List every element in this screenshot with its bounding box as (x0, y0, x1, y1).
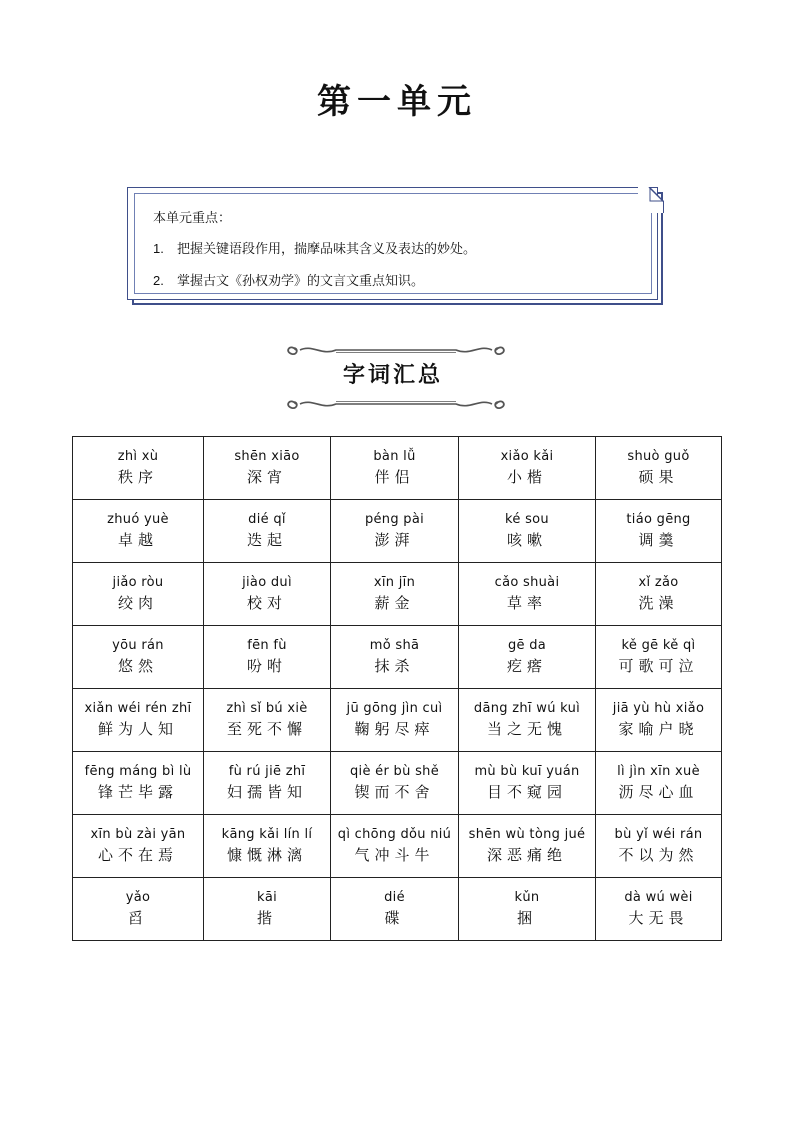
pinyin-text: jiào duì (242, 575, 292, 590)
hanzi-text: 深恶痛绝 (486, 846, 567, 864)
vocab-cell (331, 563, 459, 626)
hanzi-text: 大无畏 (628, 909, 689, 927)
vocab-cell (596, 500, 722, 563)
pinyin-text: kāng kǎi lín lí (221, 827, 313, 842)
corner-fold-icon (638, 187, 664, 213)
hanzi-text: 绞肉 (117, 594, 158, 612)
vocab-cell (73, 500, 204, 563)
hanzi-text: 锋芒毕露 (97, 783, 178, 801)
pinyin-text: zhì sǐ bú xiè (226, 701, 308, 716)
hanzi-text: 抹杀 (374, 657, 415, 675)
focus-item-number: 1. (153, 241, 164, 256)
hanzi-text: 沥尽心血 (618, 783, 699, 801)
hanzi-text: 当之无愧 (486, 720, 567, 738)
pinyin-text: dié qǐ (248, 512, 286, 527)
hanzi-text: 洗澡 (638, 594, 679, 612)
hanzi-text: 悠然 (117, 657, 158, 675)
vocab-cell (459, 563, 596, 626)
hanzi-text: 家喻户晓 (618, 720, 699, 738)
vocab-cell (331, 815, 459, 878)
pinyin-text: jiā yù hù xiǎo (612, 701, 705, 716)
pinyin-text: jiǎo ròu (112, 575, 164, 590)
vocab-cell (596, 689, 722, 752)
pinyin-text: jū gōng jìn cuì (346, 701, 443, 716)
hanzi-text: 可歌可泣 (618, 657, 699, 675)
pinyin-text: bù yǐ wéi rán (614, 827, 703, 842)
pinyin-text: xīn bù zài yān (90, 827, 186, 842)
table-row (73, 815, 722, 878)
pinyin-text: fù rú jiē zhī (228, 764, 306, 779)
pinyin-text: cǎo shuài (494, 575, 560, 590)
table-row (73, 878, 722, 941)
hanzi-text: 深宵 (246, 468, 287, 486)
hanzi-text: 气冲斗牛 (354, 846, 435, 864)
pinyin-text: tiáo gēng (626, 512, 691, 527)
hanzi-text: 不以为然 (618, 846, 699, 864)
hanzi-text: 硕果 (638, 468, 679, 486)
vocab-cell (204, 626, 331, 689)
vocab-cell (204, 500, 331, 563)
hanzi-text: 揩 (256, 909, 277, 927)
hanzi-text: 秩序 (117, 468, 158, 486)
table-row (73, 563, 722, 626)
vocab-cell (596, 437, 722, 500)
pinyin-text: ké sou (505, 512, 549, 527)
vocab-cell (331, 752, 459, 815)
vocab-cell (459, 626, 596, 689)
pinyin-text: fēng máng bì lù (84, 764, 192, 779)
hanzi-text: 慷慨淋漓 (226, 846, 307, 864)
vocab-cell (204, 689, 331, 752)
pinyin-text: kǔn (514, 890, 540, 905)
vocab-cell (204, 563, 331, 626)
pinyin-text: dà wú wèi (624, 890, 693, 905)
vocab-cell (331, 878, 459, 941)
page-title: 第一单元 (317, 82, 477, 122)
hanzi-text: 捆 (516, 909, 537, 927)
ornament-bottom-icon (286, 396, 506, 412)
pinyin-text: yōu rán (112, 638, 164, 653)
vocab-cell (596, 752, 722, 815)
hanzi-text: 草率 (506, 594, 547, 612)
focus-item (153, 270, 424, 289)
hanzi-text: 目不窥园 (486, 783, 567, 801)
pinyin-text: péng pài (364, 512, 425, 527)
hanzi-text: 小楷 (506, 468, 547, 486)
pinyin-text: xiǎo kǎi (500, 449, 554, 464)
focus-item-text: 把握关键语段作用，揣摩品味其含义及表达的妙处。 (177, 242, 477, 257)
hanzi-text: 校对 (246, 594, 287, 612)
pinyin-text: shēn wù tòng jué (468, 827, 586, 842)
table-row (73, 626, 722, 689)
hanzi-text: 伴侣 (374, 468, 415, 486)
pinyin-text: bàn lǚ (373, 449, 416, 464)
vocab-cell (204, 752, 331, 815)
pinyin-text: mǒ shā (369, 638, 420, 653)
hanzi-text: 碟 (384, 909, 405, 927)
vocab-cell (73, 437, 204, 500)
vocab-cell (73, 689, 204, 752)
hanzi-text: 心不在焉 (97, 846, 178, 864)
vocab-cell (459, 437, 596, 500)
pinyin-text: mù bù kuī yuán (474, 764, 580, 779)
vocab-cell (459, 815, 596, 878)
hanzi-text: 至死不懈 (226, 720, 307, 738)
table-row (73, 752, 722, 815)
pinyin-text: fēn fù (247, 638, 287, 653)
vocab-cell (73, 878, 204, 941)
pinyin-text: gē da (507, 638, 547, 653)
pinyin-text: shuò guǒ (627, 449, 690, 464)
hanzi-text: 鞠躬尽瘁 (354, 720, 435, 738)
pinyin-text: qì chōng dǒu niú (337, 827, 452, 842)
hanzi-text: 舀 (127, 909, 148, 927)
vocab-cell (73, 815, 204, 878)
vocab-cell (596, 563, 722, 626)
hanzi-text: 迭起 (246, 531, 287, 549)
vocab-cell (73, 563, 204, 626)
vocab-cell (331, 500, 459, 563)
vocab-cell (73, 626, 204, 689)
table-row (73, 689, 722, 752)
vocab-cell (596, 626, 722, 689)
hanzi-text: 卓越 (117, 531, 158, 549)
pinyin-text: xīn jīn (373, 575, 416, 590)
hanzi-text: 吩咐 (246, 657, 287, 675)
vocab-cell (204, 437, 331, 500)
vocabulary-table-body (73, 437, 722, 941)
vocab-cell (204, 878, 331, 941)
vocab-cell (596, 878, 722, 941)
pinyin-text: yǎo (125, 890, 151, 905)
hanzi-text: 薪金 (374, 594, 415, 612)
pinyin-text: xiǎn wéi rén zhī (84, 701, 192, 716)
vocab-cell (459, 500, 596, 563)
hanzi-text: 咳嗽 (506, 531, 547, 549)
hanzi-text: 澎湃 (374, 531, 415, 549)
hanzi-text: 锲而不舍 (354, 783, 435, 801)
vocab-cell (596, 815, 722, 878)
hanzi-text: 调羹 (638, 531, 679, 549)
ornament-top-icon (286, 342, 506, 358)
pinyin-text: dié (384, 890, 405, 905)
focus-item-number: 2. (153, 273, 164, 288)
vocab-cell (331, 689, 459, 752)
hanzi-text: 鲜为人知 (97, 720, 178, 738)
hanzi-text: 疙瘩 (506, 657, 547, 675)
vocab-cell (73, 752, 204, 815)
table-row (73, 437, 722, 500)
vocabulary-table (72, 436, 722, 941)
vocab-cell (331, 437, 459, 500)
pinyin-text: qiè ér bù shě (349, 764, 439, 779)
pinyin-text: zhuó yuè (107, 512, 169, 527)
pinyin-text: zhì xù (117, 449, 159, 464)
table-row (73, 500, 722, 563)
vocab-cell (331, 626, 459, 689)
vocab-cell (459, 878, 596, 941)
hanzi-text: 妇孺皆知 (226, 783, 307, 801)
focus-item (153, 238, 476, 257)
vocab-cell (459, 689, 596, 752)
pinyin-text: kě gē kě qì (621, 638, 696, 653)
focus-item-text: 掌握古文《孙权劝学》的文言文重点知识。 (177, 274, 425, 289)
pinyin-text: dāng zhī wú kuì (473, 701, 581, 716)
focus-heading: 本单元重点： (153, 211, 232, 226)
pinyin-text: xǐ zǎo (638, 575, 679, 590)
pinyin-text: lì jìn xīn xuè (617, 764, 700, 779)
vocab-cell (204, 815, 331, 878)
pinyin-text: kāi (256, 890, 277, 905)
section-title: 字词汇总 (342, 363, 443, 388)
pinyin-text: shēn xiāo (234, 449, 300, 464)
vocab-cell (459, 752, 596, 815)
